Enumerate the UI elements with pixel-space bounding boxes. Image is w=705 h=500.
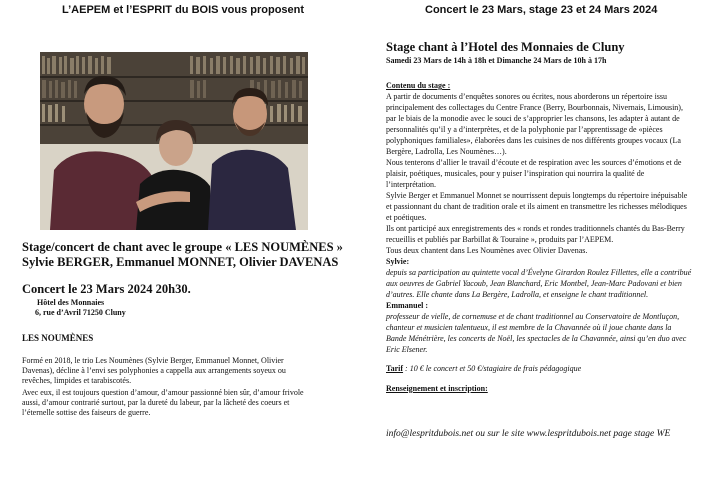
sylvie-label: Sylvie: [386,257,410,266]
sylvie-bio: depuis sa participation au quintette vocal d’Évelyne Girardon Roulez Fillettes, elle a contribué aux oeuvres de Gabriel Yacoub, Jean Blanchard, Eric Montbel, Jean-Marc Padovani et bien d’autres. Elle chante dans La Bergère, Ladrolla, et enseigne le chant traditionnel. [386,268,692,299]
tarif-line [386,363,692,374]
stage-title-line2: Sylvie BERGER, Emmanuel MONNET, Olivier DAVENAS [22,255,339,269]
stage-title: Stage chant à l’Hotel des Monnaies de Cluny [386,40,625,54]
contenu-paragraph-1: A partir de documents d’enquêtes sonores ou écrites, nous aborderons un répertoire issu principalement des collectages du Centre France (Berry, Bourbonnais, Nivernais, Limousin), par le biais de la monodie avec le souci de s’approprier les chansons, les adapter à autant de personnalités qu’il y a d’interprètes, et de la polyphonie par l’apprentissage de «pièces polyphoniques familiales», élaborées dans les cuisines de nos différents groupes vocaux (La Bergère, Ladrolla, Les Noumènes…). [386,92,683,156]
left-paragraph-1: Formé en 2018, le trio Les Noumènes (Sylvie Berger, Emmanuel Monnet, Olivier Davenas), décline à l’envi ses polyphonies a cappella aux arrangements soyeux ou revêches, limpides et tarabiscotés. [22,356,286,385]
contenu-paragraph-5: Tous deux chantent dans Les Noumènes avec Olivier Davenas. [386,246,588,255]
contenu-paragraph-3: Sylvie Berger et Emmanuel Monnet se nourrissent depuis longtemps du répertoire inépuisable et passionnant du chant de tradition orale et ils aiment en transmettre les richesses mélodiques et poétiques. [386,191,688,222]
emmanuel-bio: professeur de vielle, de cornemuse et de chant traditionnel au Conservatoire de Montluçon, chanteur et musicien talentueux, il est membre de la Chavannée où il joue chante dans la Bande Ménétrière, les concerts de Noël, les spectacles de la Chavannée, ainsi qu’en duo avec Eric Elsener. [386,312,687,354]
venue-address: 6, rue d’Avril 71250 Cluny [35,308,126,317]
contenu-section [386,80,692,394]
emmanuel-label: Emmanuel : [386,301,428,310]
venue-name: Hôtel des Monnaies [37,298,105,307]
contenu-paragraph-4: Ils ont participé aux enregistrements des « ronds et rondes traditionnels chantés du Bas-Berry recueillis et publiés par Barbillat & Touraine », produits par l’AEPEM. [386,224,685,244]
section-title: LES NOUMÈNES [22,333,94,343]
contenu-label: Contenu du stage : [386,81,451,90]
group-photo [40,52,308,230]
header-left: L’AEPEM et l’ESPRIT du BOIS vous proposent [62,4,305,16]
left-paragraph-2: Avec eux, il est toujours question d’amour, d’amour passionné bien sûr, d’amour frivole aussi, d’amour contrarié surtout, par la dureté du labeur, par la lâcheté des coeurs et l’éternelle sottise des faiseurs de guerre. [22,388,304,417]
tarif-label: Tarif [386,364,404,373]
tarif-text: : 10 € le concert et 50 €/stagiaire de frais pédagogique [403,364,582,373]
stage-concert-title [22,240,343,270]
stage-schedule: Samedi 23 Mars de 14h à 18h et Dimanche 24 Mars de 10h à 17h [386,56,607,65]
header-right: Concert le 23 Mars, stage 23 et 24 Mars 2024 [425,4,658,16]
concert-date: Concert le 23 Mars 2024 20h30. [22,282,191,296]
stage-title-line1: Stage/concert de chant avec le groupe « LES NOUMÈNES » [22,240,343,254]
venue [35,298,126,318]
reservation-label: Renseignement et inscription: [386,384,488,393]
contenu-paragraph-2: Nous tenterons d’allier le travail d’écoute et de respiration avec les sources d’émotions et de plaisir, poétiques, musicales, pour y puiser l’inspiration qui nourrira la qualité de l’interprétation. [386,158,682,189]
contact-email-line[interactable]: info@lespritdubois.net ou sur le site www.lespritdubois.net page stage WE [386,429,671,439]
